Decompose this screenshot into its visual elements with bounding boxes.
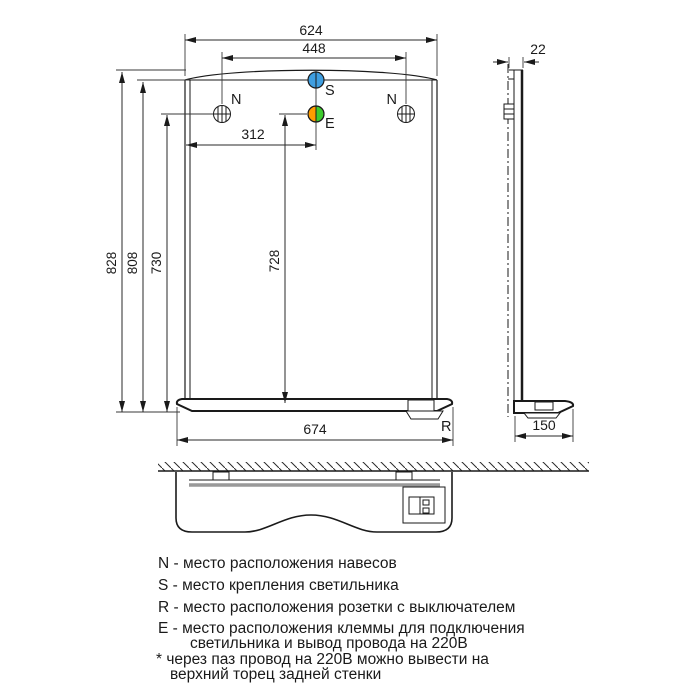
n-right-label: N — [386, 92, 397, 108]
n-left-marker-icon — [214, 106, 231, 123]
e-marker-icon — [308, 106, 324, 122]
s-marker-label: S — [325, 83, 335, 99]
n-right-marker-icon — [398, 106, 415, 123]
socket-plan-hole-top — [423, 500, 429, 505]
dim-728-label: 728 — [267, 249, 282, 273]
plan-bracket-right — [396, 472, 412, 480]
n-left-label: N — [231, 92, 242, 108]
legend-line-e2: светильника и вывод провода на 220В — [190, 635, 468, 652]
dim-808-label: 808 — [125, 251, 140, 275]
side-view — [493, 41, 573, 442]
front-dimensions — [104, 22, 453, 446]
r-marker-label: R — [441, 419, 452, 435]
plan-view — [158, 462, 589, 532]
side-hinge-body — [504, 104, 514, 119]
dim-624-label: 624 — [299, 22, 323, 38]
legend-line-r: R - место расположения розетки с выключателем — [158, 599, 516, 616]
plan-bracket-left — [213, 472, 229, 480]
socket-front-body — [408, 400, 434, 411]
legend-line-n: N - место расположения навесов — [158, 555, 397, 572]
legend-line-s: S - место крепления светильника — [158, 577, 399, 594]
dim-312-label: 312 — [241, 126, 265, 142]
legend — [156, 555, 525, 683]
dim-828-label: 828 — [104, 251, 119, 275]
e-marker-left-half — [308, 106, 316, 122]
dim-674-label: 674 — [303, 421, 327, 437]
dim-22-label: 22 — [530, 41, 546, 57]
dim-150-label: 150 — [532, 417, 556, 433]
side-hinge-icon — [504, 104, 514, 119]
switch-socket-icon — [403, 487, 445, 523]
e-marker-right-half — [316, 106, 324, 122]
socket-side-body — [535, 402, 553, 410]
legend-note-2: верхний торец задней стенки — [170, 666, 382, 683]
wall-hatch — [158, 462, 589, 471]
socket-plan-face — [409, 497, 434, 514]
socket-plan-hole-bottom — [423, 508, 429, 513]
front-view — [177, 70, 452, 435]
legend-line-e1: E - место расположения клеммы для подключения — [158, 620, 525, 637]
dim-448-label: 448 — [302, 40, 326, 56]
e-marker-label: E — [325, 116, 335, 132]
s-marker-icon — [308, 72, 324, 88]
socket-front-under — [406, 411, 443, 419]
dim-730-label: 730 — [149, 251, 164, 275]
legend-note-1: * через паз провод на 220В можно вывести на — [156, 651, 489, 668]
